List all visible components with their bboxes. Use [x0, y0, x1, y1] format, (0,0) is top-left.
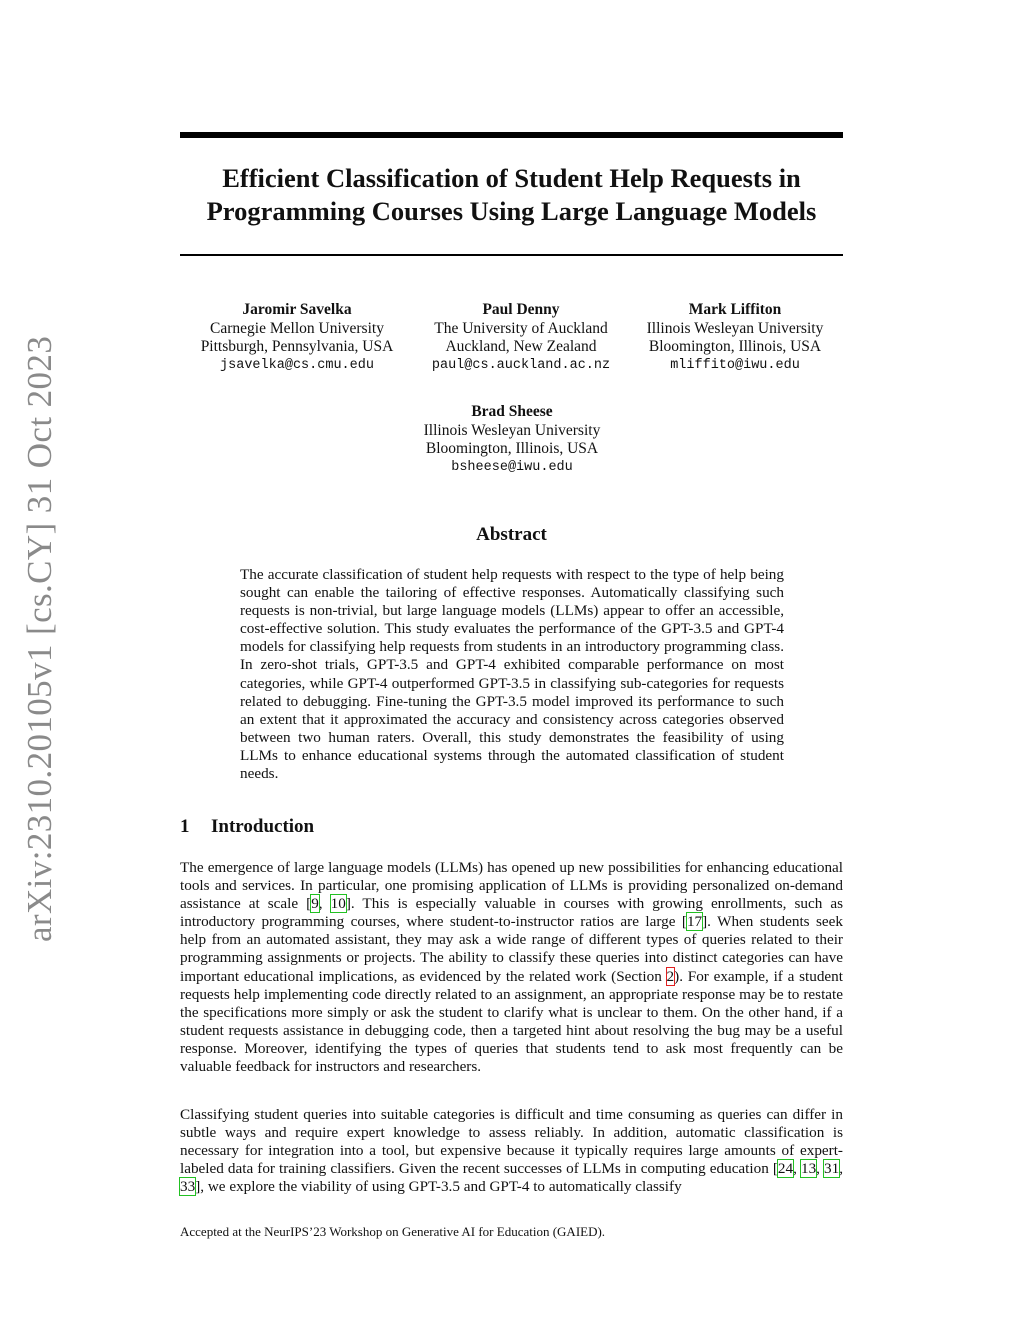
author-affiliation: The University of Auckland	[434, 319, 608, 337]
abstract-body: The accurate classification of student help requests with respect to the type of help being sought can enable the tailoring of effective responses. Automatically classifying such requests is non-trivial, but large language models (LLMs) appear to offer an accessible, cost-effective solution. This study evaluates the performance of the GPT-3.5 and GPT-4 models for classifying help requests from students in an introductory programming class. In zero-shot trials, GPT-3.5 and GPT-4 exhibited comparable performance on most categories, while GPT-4 outperformed GPT-3.5 in classifying sub-categories for requests related to debugging. Fine-tuning the GPT-3.5 model improved its performance to such an extent that it approximated the accuracy and consistency across categories observed between two human raters. Overall, this study demonstrates the feasibility of using LLMs to enhance educational systems through the automated classification of student needs.	[240, 566, 784, 783]
section-reference-link[interactable]: 2	[666, 967, 675, 985]
paper-title-line-1: Efficient Classification of Student Help Requests in	[222, 163, 801, 193]
author-affiliation: Carnegie Mellon University	[210, 319, 384, 337]
intro-paragraph-2	[180, 1106, 843, 1196]
citation-separator: ,	[816, 1160, 825, 1178]
citation-separator: ,	[839, 1160, 843, 1178]
title-bottom-rule	[180, 254, 843, 256]
citation-link[interactable]: 17	[686, 913, 703, 931]
arxiv-identifier	[14, 335, 66, 942]
author-location: Bloomington, Illinois, USA	[648, 338, 822, 355]
author-email: mliffito@iwu.edu	[670, 357, 800, 373]
author-block-liffiton	[605, 301, 865, 375]
citation-link[interactable]: 10	[330, 895, 346, 913]
intro-text: ]. When students seek help from an automated assistant, they may ask a wide range of different types of queries related to their programming assignments or projects. The ability to classify these queries into distinct categories can have important educational implications, as evidenced by the related work (Section	[180, 913, 843, 985]
author-block-savelka	[167, 301, 427, 375]
citation-link[interactable]: 9	[311, 895, 319, 913]
paper-title	[180, 162, 843, 228]
citation-link[interactable]: 24	[777, 1160, 794, 1178]
section-heading-introduction	[180, 816, 314, 838]
citation-separator: ,	[793, 1160, 801, 1178]
author-name: Paul Denny	[482, 301, 560, 318]
citation-link[interactable]: 33	[180, 1178, 196, 1196]
author-affiliation: Illinois Wesleyan University	[423, 421, 601, 439]
title-top-rule	[180, 132, 843, 138]
arxiv-identifier-text: arXiv:2310.20105v1 [cs.CY] 31 Oct 2023	[20, 335, 59, 942]
author-name: Jaromir Savelka	[242, 301, 352, 318]
intro-text: ). For example, if a student requests help implementing code directly related to an assignment, an appropriate response may be to restate the specifications more simply or ask the student to clarify what is unclear to them. On the other hand, if a student requests assistance in debugging code, then a targeted hint about resolving the bug may be a useful response. Moreover, identifying the types of queries that students tend to ask most frequently can be valuable feedback for instructors and researchers.	[180, 967, 843, 1076]
author-name: Mark Liffiton	[688, 301, 782, 318]
citation-link[interactable]: 31	[824, 1160, 840, 1178]
author-email: jsavelka@cs.cmu.edu	[220, 357, 374, 373]
section-title: Introduction	[211, 816, 315, 837]
intro-text: ]. This is especially valuable in courses with growing enrollments, such as introductory programming courses, where student-to-instructor ratios are large [	[180, 895, 843, 931]
author-affiliation: Illinois Wesleyan University	[646, 319, 824, 337]
intro-text: ,	[318, 895, 331, 913]
paper-title-line-2: Programming Courses Using Large Language Models	[206, 196, 817, 226]
intro-paragraph-1	[180, 859, 843, 1076]
citation-link[interactable]: 13	[800, 1160, 817, 1178]
author-location: Pittsburgh, Pennsylvania, USA	[200, 338, 394, 355]
intro-text: ], we explore the viability of using GPT-3.5 and GPT-4 to automatically classify	[195, 1178, 682, 1196]
author-email: paul@cs.auckland.ac.nz	[431, 357, 611, 373]
author-email: bsheese@iwu.edu	[451, 459, 573, 475]
author-location: Auckland, New Zealand	[445, 338, 597, 355]
section-number: 1	[180, 816, 190, 837]
author-name: Brad Sheese	[471, 403, 553, 420]
intro-text: The emergence of large language models (LLMs) has opened up new possibilities for enhancing educational tools and services. In particular, one promising application of LLMs is providing personalized on-demand assistance at scale [	[180, 859, 843, 913]
intro-text: Classifying student queries into suitable categories is difficult and time consuming as queries can differ in subtle ways and require expert knowledge to assess reliably. In addition, automatic classification is necessary for integration into a tool, but expensive because it typically requires large amounts of expert-labeled data for training classifiers. Given the recent successes of LLMs in computing education [	[180, 1106, 843, 1178]
author-location: Bloomington, Illinois, USA	[425, 440, 599, 457]
venue-footnote: Accepted at the NeurIPS’23 Workshop on Generative AI for Education (GAIED).	[180, 1224, 606, 1239]
abstract-heading: Abstract	[476, 524, 547, 545]
author-block-sheese	[382, 403, 642, 477]
